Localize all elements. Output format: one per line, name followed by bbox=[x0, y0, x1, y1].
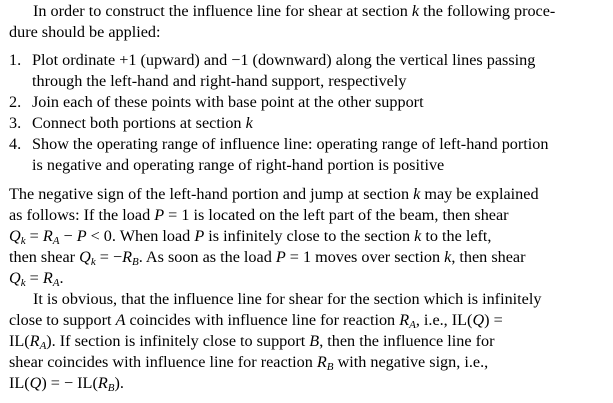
conclusion-line-3: $IL(R_A)$. If section is infinitely close to support B, then the influence line for bbox=[9, 332, 495, 352]
procedure-list bbox=[9, 50, 599, 176]
explanation-line-3: $Q_k = R_A - P < 0$. When load P is infinitely close to the section k to the left, bbox=[9, 227, 492, 247]
conclusion-line-5: IL(Q) = − $IL(R_B)$. bbox=[9, 374, 124, 394]
step-text: Show the operating range of influence line: operating range of left-hand portion bbox=[32, 135, 549, 153]
conclusion-line-4: shear coincides with influence line for reaction $R_B$ with negative sign, i.e., bbox=[9, 353, 489, 373]
conclusion-line-2: close to support A coincides with influence line for reaction $R_A$, i.e., IL(Q) = bbox=[9, 311, 503, 331]
list-item bbox=[9, 134, 599, 176]
step-text: Plot ordinate +1 (upward) and −1 (downward) along the vertical lines passing bbox=[32, 51, 536, 69]
conclusion-line-1: It is obvious, that the influence line for shear for the section which is infinitely bbox=[33, 290, 542, 308]
intro-line-2: dure should be applied: bbox=[9, 23, 161, 41]
list-item bbox=[9, 113, 599, 134]
intro-paragraph bbox=[9, 1, 594, 43]
conclusion-paragraph bbox=[9, 289, 594, 394]
step-text: Connect both portions at section k bbox=[32, 114, 253, 132]
explanation-line-4: then shear $Q_k = -R_B$. As soon as the load P = 1 moves over section k, then shear bbox=[9, 248, 526, 268]
step-number: 1. bbox=[9, 51, 22, 69]
intro-line-1: In order to construct the influence line for shear at section k the following proce- bbox=[33, 2, 556, 20]
explanation-paragraph bbox=[9, 184, 594, 289]
step-number: 3. bbox=[9, 114, 22, 132]
step-number: 2. bbox=[9, 93, 22, 111]
list-item bbox=[9, 92, 599, 113]
explanation-line-2: as follows: If the load P = 1 is located on the left part of the beam, then shear bbox=[9, 206, 509, 224]
list-item bbox=[9, 50, 599, 92]
step-number: 4. bbox=[9, 135, 22, 153]
step-text-continued: through the left-hand and right-hand support, respectively bbox=[32, 72, 407, 90]
step-text-continued: is negative and operating range of right-hand portion is positive bbox=[32, 156, 445, 174]
explanation-line-5: $Q_k = R_A$. bbox=[9, 269, 64, 289]
explanation-line-1: The negative sign of the left-hand portion and jump at section k may be explained bbox=[9, 185, 539, 203]
step-text: Join each of these points with base point at the other support bbox=[32, 93, 424, 111]
